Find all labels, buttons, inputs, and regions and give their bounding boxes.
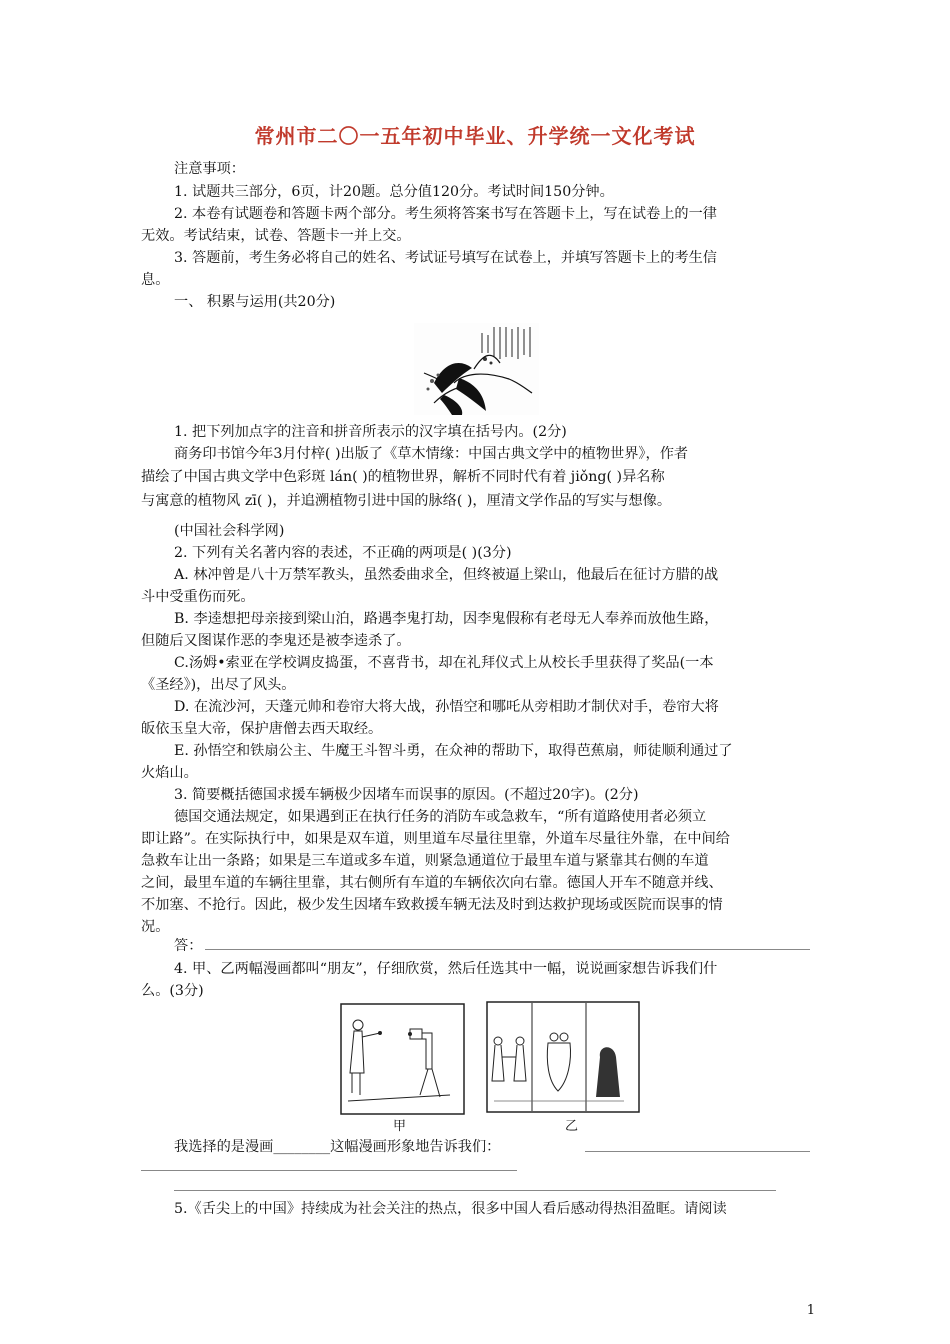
flower-painting-image [414, 323, 539, 415]
note-3a: 3. 答题前，考生务必将自己的姓名、考试证号填写在试卷上，并填写答题卡上的考生信 [174, 250, 717, 266]
q4-stem-1: 4. 甲、乙两幅漫画都叫“朋友”，仔细欣赏，然后任选其中一幅，说说画家想告诉我们什 [174, 961, 718, 977]
page-number: 1 [806, 1303, 815, 1318]
note-2a: 2. 本卷有试题卷和答题卡两个部分。考生须将答案书写在答题卡上，写在试卷上的一律 [174, 206, 717, 222]
q2-option-e-1: E. 孙悟空和铁扇公主、牛魔王斗智斗勇，在众神的帮助下，取得芭蕉扇，师徒顺利通过了 [174, 743, 733, 759]
q2-option-e-2: 火焰山。 [141, 765, 198, 781]
cartoon-a-caption: 甲 [393, 1119, 407, 1134]
q4-answer-line-3[interactable] [174, 1190, 776, 1191]
q2-option-c-1: C.汤姆•索亚在学校调皮捣蛋，不喜背书，却在礼拜仪式上从校长手里获得了奖品(一本 [174, 655, 714, 671]
q3-passage-1: 德国交通法规定，如果遇到正在执行任务的消防车或急救车，“所有道路使用者必须立 [174, 809, 707, 825]
q2-option-b-1: B. 李逵想把母亲接到梁山泊，路遇李鬼打劫，因李鬼假称有老母无人奉养而放他生路， [174, 611, 719, 627]
q2-option-b-2: 但随后又图谋作恶的李鬼还是被李逵杀了。 [141, 633, 411, 649]
cartoon-b-caption: 乙 [565, 1119, 579, 1134]
q3-passage-3: 急救车让出一条路；如果是三车道或多车道，则紧急通道位于最里车道与紧靠其右侧的车道 [141, 853, 709, 869]
q5-stem: 5.《舌尖上的中国》持续成为社会关注的热点，很多中国人看后感动得热泪盈眶。请阅读 [174, 1201, 727, 1217]
q3-passage-5: 不加塞、不抢行。因此，极少发生因堵车致救援车辆无法及时到达救护现场或医院而误事的情 [141, 897, 723, 913]
q2-option-a-2: 斗中受重伤而死。 [141, 589, 255, 605]
q1-line-2: 描绘了中国古典文学中色彩斑 lán( )的植物世界，解析不同时代有着 jiǒng( )异名称 [141, 469, 665, 485]
q2-option-d-2: 皈依玉皇大帝，保护唐僧去西天取经。 [141, 721, 383, 737]
q3-passage-6: 况。 [141, 919, 170, 935]
q1-stem: 1. 把下列加点字的注音和拼音所表示的汉字填在括号内。(2分) [174, 424, 567, 440]
q3-passage-4: 之间，最里车道的车辆往里靠，其右侧所有车道的车辆依次向右靠。德国人开车不随意并线、 [141, 875, 723, 891]
cartoon-a-image [340, 1003, 465, 1115]
note-1: 1. 试题共三部分，6页，计20题。总分值120分。考试时间150分钟。 [174, 184, 614, 200]
q3-answer-line[interactable] [205, 949, 810, 950]
q3-passage-2: 即让路”。在实际执行中，如果是双车道，则里道车尽量往里靠，外道车尽量往外靠，在中间给 [141, 831, 730, 847]
q4-stem-2: 么。(3分) [141, 983, 204, 999]
note-2b: 无效。考试结束，试卷、答题卡一并上交。 [141, 228, 411, 244]
note-3b: 息。 [141, 272, 170, 288]
q2-option-d-1: D. 在流沙河，天蓬元帅和卷帘大将大战，孙悟空和哪吒从旁相助才制伏对手，卷帘大将 [174, 699, 719, 715]
q4-answer-line-1[interactable] [585, 1151, 810, 1152]
section-heading: 一、 积累与运用(共20分) [174, 294, 336, 310]
q2-stem: 2. 下列有关名著内容的表述，不正确的两项是( )(3分) [174, 545, 512, 561]
q1-line-1: 商务印书馆今年3月付梓( )出版了《草木情缘：中国古典文学中的植物世界》，作者 [174, 446, 689, 462]
notes-heading: 注意事项： [174, 161, 245, 177]
q2-option-a-1: A. 林冲曾是八十万禁军教头，虽然委曲求全，但终被逼上梁山，他最后在征讨方腊的战 [174, 567, 719, 583]
cartoon-b-image [486, 1001, 640, 1113]
q4-answer-line-2[interactable] [141, 1170, 517, 1171]
q3-stem: 3. 简要概括德国求援车辆极少因堵车而误事的原因。(不超过20字)。(2分) [174, 787, 639, 803]
q3-answer-label: 答： [174, 938, 203, 954]
q4-answer-prompt: 我选择的是漫画________这幅漫画形象地告诉我们： [174, 1139, 501, 1155]
q2-option-c-2: 《圣经》)，出尽了风头。 [141, 677, 296, 693]
q1-source: (中国社会科学网) [174, 523, 285, 539]
q1-line-3: 与寓意的植物风 zī( )，并追溯植物引进中国的脉络( )，厘清文学作品的写实与想像。 [141, 493, 672, 509]
exam-title: 常州市二〇一五年初中毕业、升学统一文化考试 [254, 124, 696, 148]
